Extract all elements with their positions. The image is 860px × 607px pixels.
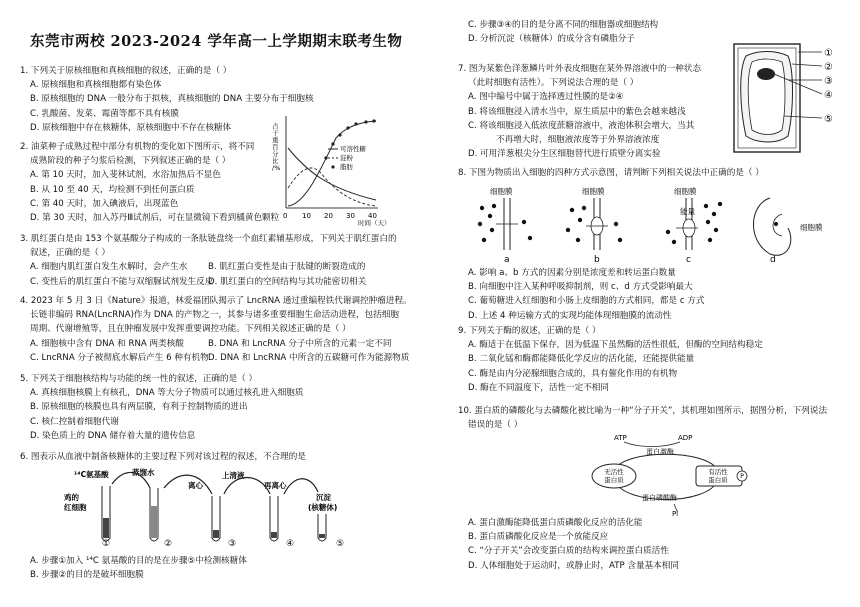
q2-option-d: D. 第 30 天时，加入苏丹Ⅲ试剂后，可在显微镜下看到橘黄色颗粒 [30, 213, 280, 224]
membrane-label-c: 细胞膜 [674, 187, 697, 196]
q8-option-d: D. 上述 4 种运输方式的实现均能体现细胞膜的流动性 [468, 310, 672, 321]
q5-option-d: D. 染色质上的 DNA 储存着大量的遗传信息 [30, 430, 196, 441]
q6-option-d: D. 分析沉淀（核糖体）的成分含有磷脂分子 [468, 34, 635, 45]
question-5 [20, 372, 303, 443]
q1-option-b: B. 原核细胞的 DNA 一般分布于拟核，真核细胞的 DNA 主要分布于细胞核 [30, 94, 314, 105]
question-3-stem-1: 3. 肌红蛋白是由 153 个氨基酸分子构成的一条肽链盘绕一个血红素辅基形成，下列关于肌红蛋白的 [20, 234, 397, 244]
q8-option-c: C. 葡萄糖进入红细胞和小肠上皮细胞的方式相同，都是 c 方式 [468, 296, 705, 307]
q4-option-b: B. DNA 和 LncRNA 分子中所含的元素一定不同 [208, 338, 392, 349]
chart-tick-0: 0 [283, 212, 288, 220]
chart-ylabel: 占干重百分比/% [272, 122, 281, 172]
cell-label-1: ① [824, 48, 833, 59]
q1-option-c: C. 乳酸菌、发菜、霉菌等都不具有核膜 [30, 108, 179, 119]
q9-option-d: D. 酶在不同温度下，活性一定不相同 [468, 382, 609, 393]
question-8 [458, 166, 764, 180]
label-red-blood-cells: 红细胞 [64, 503, 87, 512]
q4-option-c: C. LncRNA 分子被彻底水解后产生 6 种有机物 [30, 352, 209, 363]
label-supernatant: 上清液 [222, 471, 245, 480]
soluble-sugar-curve [288, 148, 376, 200]
energy-label: 能量 [680, 207, 695, 216]
question-7 [458, 62, 701, 161]
mode-d: d [770, 255, 776, 265]
transport-modes-figure [470, 184, 840, 264]
question-6-options-cont [458, 18, 658, 46]
starch-curve [288, 168, 376, 206]
question-4-stem-3: 周期、代谢增殖等，且在肿瘤发展中发挥重要调控功能。下列相关叙述正确的是（ ） [30, 324, 351, 335]
q5-option-a: A. 真核细胞核膜上有核孔，DNA 等大分子物质可以通过核孔进入细胞质 [30, 388, 304, 399]
chart-tick-40: 40 [368, 212, 377, 220]
adp-label: ADP [678, 434, 693, 442]
step-1: ① [101, 539, 111, 549]
question-8-stem: 8. 下图为物质出入细胞的四种方式示意图，请判断下列相关说法中正确的是（ ） [458, 168, 764, 178]
question-3 [20, 232, 397, 289]
question-10-options [458, 516, 679, 573]
label-distilled-water: 蒸馏水 [132, 468, 155, 477]
q7-option-a: A. 图中编号中属于选择透过性膜的是②④ [468, 92, 624, 103]
active-protein-label-2: 蛋白质 [708, 476, 728, 484]
q10-option-b: B. 蛋白质磷酸化反应是一个放能反应 [468, 532, 609, 543]
atp-label: ATP [614, 434, 627, 442]
label-c14-amino-acid: ¹⁴C氨基酸 [74, 470, 109, 479]
q8-option-a: A. 影响 a、b 方式的因素分别是浓度差和转运蛋白数量 [468, 268, 676, 278]
molecular-switch-figure [584, 430, 748, 518]
mode-a: a [504, 255, 510, 265]
question-4-stem-1: 4. 2023 年 5 月 3 日《Nature》报道，林爱福团队揭示了 LncRNA 通过重编程铁代谢调控肿瘤进程。 [20, 296, 412, 306]
q2-option-c: C. 第 40 天时，加入碘液后，出现蓝色 [30, 198, 179, 209]
q6-option-b: B. 步骤②的目的是破坏细胞膜 [30, 570, 144, 581]
chart-tick-30: 30 [346, 212, 355, 220]
q7-option-c-1: C. 将该细胞浸入低浓度蔗糖溶液中，液泡体积会增大，当其 [468, 120, 695, 131]
legend-soluble-sugar: 可溶性糖 [340, 145, 366, 153]
question-9 [458, 324, 763, 395]
question-10-stem-2: 错误的是（ ） [468, 420, 523, 431]
q7-option-d: D. 可用洋葱根尖分生区细胞替代进行质壁分离实验 [468, 149, 661, 160]
question-4-stem-2: 长链非编码 RNA(LncRNA)作为 DNA 的产物之一，其参与诸多重要细胞生命活动进程，包括细胞 [30, 310, 399, 321]
q1-option-a: A. 原核细胞和真核细胞都有染色体 [30, 80, 162, 91]
plasmolysis-cell-figure [732, 40, 844, 158]
inactive-protein-label-1: 无活性 [604, 468, 624, 476]
question-2-stem-2: 成熟阶段的种子匀浆后检测，下列叙述正确的是（ ） [30, 156, 231, 167]
q9-option-a: A. 酶适于在低温下保存，因为低温下虽然酶的活性很低，但酶的空间结构稳定 [468, 340, 763, 351]
step-3: ③ [227, 539, 237, 549]
q10-option-d: D. 人体细胞处于运动时，或静止时，ATP 含量基本相同 [468, 560, 679, 571]
cell-label-3: ③ [824, 76, 833, 87]
q8-option-b: B. 向细胞中注入某种呼吸抑制剂，则 c、d 方式受影响最大 [468, 282, 693, 293]
mode-b: b [594, 255, 600, 265]
q3-option-b: B. 肌红蛋白变性是由于肽键的断裂造成的 [208, 262, 366, 273]
question-1-stem: 1. 下列关于原核细胞和真核细胞的叙述，正确的是（ ） [20, 66, 232, 76]
q7-option-c-2: 不再增大时，细胞液浓度等于外界溶液浓度 [496, 135, 660, 146]
membrane-label-d: 细胞膜 [800, 223, 823, 232]
q6-option-c: C. 步骤③④的目的是分离不同的细胞器或细胞结构 [468, 20, 659, 30]
membrane-label-a: 细胞膜 [490, 187, 513, 196]
question-6 [20, 450, 306, 464]
q10-option-c: C. “分子开关”会改变蛋白质的结构来调控蛋白质活性 [468, 546, 669, 557]
active-protein-label-1: 有活性 [708, 468, 728, 476]
label-chicken: 鸡的 [64, 493, 79, 502]
chart-xlabel: 时间（天） [358, 219, 391, 227]
question-2-stem-1: 2. 油菜种子成熟过程中部分有机物的变化如下图所示，将不同 [20, 142, 255, 152]
step-5: ⑤ [335, 539, 345, 549]
q3-option-a: A. 细胞内肌红蛋白发生水解时，会产生水 [30, 262, 188, 273]
question-5-stem: 5. 下列关于细胞核结构与功能的统一性的叙述，正确的是（ ） [20, 374, 258, 384]
phosphatase-label: 蛋白磷酸酶 [642, 494, 677, 502]
question-6-stem: 6. 图表示从血液中制备核糖体的主要过程下列对该过程的叙述，不合理的是 [20, 452, 306, 462]
cell-label-4: ④ [824, 90, 833, 101]
chart-tick-20: 20 [324, 212, 333, 220]
membrane-label-b: 细胞膜 [582, 187, 605, 196]
step-2: ② [163, 539, 173, 549]
q1-option-d: D. 原核细胞中存在核糖体，原核细胞中不存在核糖体 [30, 122, 232, 133]
q9-option-b: B. 二氧化锰和酶都能降低化学反应的活化能，还能提供能量 [468, 354, 695, 365]
question-7-stem-1: 7. 图为某紫色洋葱鳞片叶外表皮细胞在某外界溶液中的一种状态 [458, 64, 701, 74]
inactive-protein-label-2: 蛋白质 [604, 476, 624, 484]
label-centrifuge: 离心 [188, 481, 203, 490]
pi-label: Pi [672, 510, 679, 518]
q5-option-b: B. 原核细胞的核膜也具有两层膜，有利于控制物质的进出 [30, 402, 248, 413]
q4-option-d: D. DNA 和 LncRNA 中所含的五碳糖可作为能源物质 [208, 352, 410, 363]
question-3-stem-2: 叙述，正确的是（ ） [30, 248, 111, 259]
phosphate-label: P [740, 473, 744, 480]
mode-c: c [686, 255, 691, 265]
q9-option-c: C. 酶是由内分泌腺细胞合成的，具有催化作用的有机物 [468, 368, 678, 379]
q10-option-a: A. 蛋白激酶能降低蛋白质磷酸化反应的活化能 [468, 518, 643, 528]
question-9-stem: 9. 下列关于酶的叙述，正确的是（ ） [458, 326, 601, 336]
kinase-label: 蛋白激酶 [646, 448, 674, 456]
page-title: 东莞市两校 2023-2024 学年高一上学期期末联考生物 [30, 33, 403, 50]
question-7-stem-2: （此时细胞有活性）。下列说法合理的是（ ） [468, 78, 639, 89]
question-6-options [20, 554, 247, 582]
seed-composition-chart [266, 108, 391, 227]
question-10-stem-1: 10. 蛋白质的磷酸化与去磷酸化被比喻为一种“分子开关”，其机理如图所示，据图分析，下列说法 [458, 406, 828, 416]
cell-label-2: ② [824, 62, 833, 73]
cell-label-5: ⑤ [824, 114, 833, 125]
label-recentrifuge: 再离心 [264, 481, 287, 490]
ribosome-prep-figure [64, 466, 364, 548]
question-8-options [458, 266, 705, 323]
question-2 [20, 140, 279, 225]
chart-tick-10: 10 [302, 212, 311, 220]
question-4 [20, 294, 412, 365]
q7-option-b: B. 将该细胞浸入清水当中，原生质层中的紫色会越来越浅 [468, 106, 686, 117]
q4-option-a: A. 细胞核中含有 DNA 和 RNA 两类核酸 [30, 338, 184, 349]
q2-option-b: B. 从 10 至 40 天，均检测不到任何蛋白质 [30, 184, 195, 195]
q3-option-d: D. 肌红蛋白的空间结构与其功能密切相关 [208, 276, 367, 287]
q2-option-a: A. 第 10 天时，加入斐林试剂，水浴加热后不显色 [30, 170, 221, 181]
label-sediment: 沉淀 [316, 493, 331, 502]
q5-option-c: C. 核仁控制着细胞代谢 [30, 416, 119, 427]
q3-option-c: C. 变性后的肌红蛋白不能与双缩脲试剂发生反应 [30, 276, 214, 287]
legend-fat: 脂肪 [340, 163, 353, 171]
label-sediment-ribosome: (核糖体) [308, 503, 338, 512]
legend-starch: 淀粉 [340, 154, 353, 162]
step-4: ④ [285, 539, 295, 549]
fat-curve [288, 121, 376, 206]
question-10 [458, 404, 827, 432]
q6-option-a: A. 步骤①加入 ¹⁴C 氨基酸的目的是在步骤⑤中检测核糖体 [30, 556, 247, 566]
